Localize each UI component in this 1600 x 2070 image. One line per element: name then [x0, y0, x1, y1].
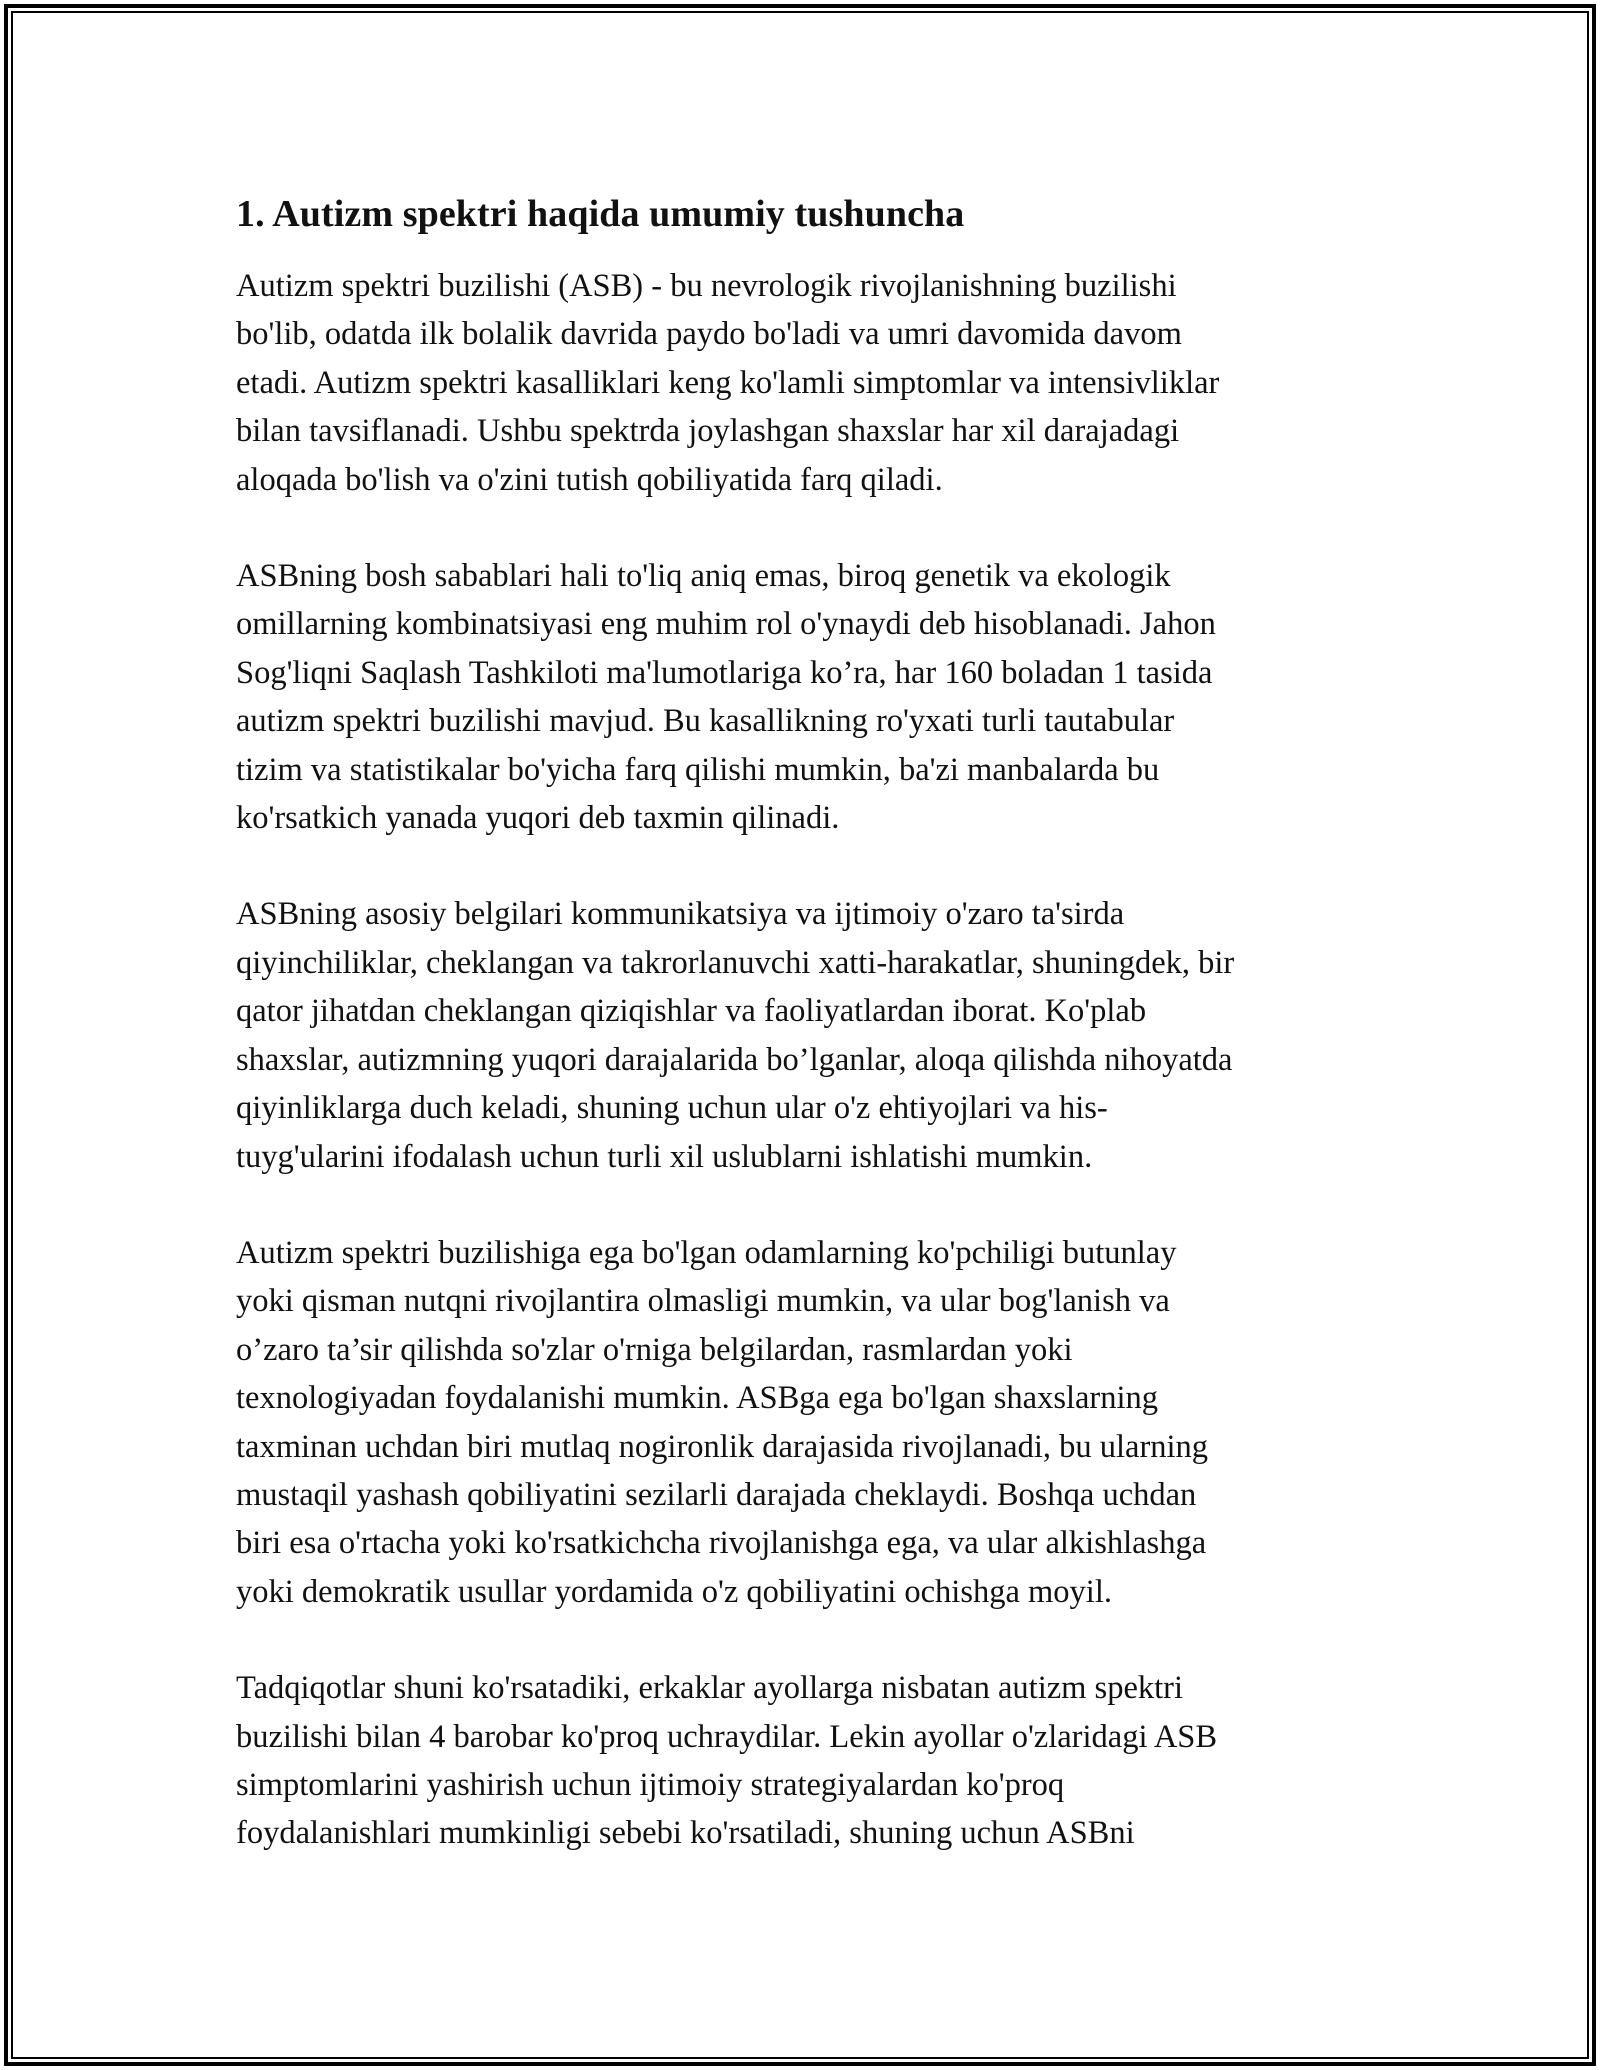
text-line: ASBning asosiy belgilari kommunikatsiya va ijtimoiy o'zaro ta'sirda — [236, 896, 1125, 933]
section-heading: 1. Autizm spektri haqida umumiy tushuncha — [236, 193, 965, 235]
paragraph-2 — [236, 552, 1376, 842]
text-line: mustaqil yashash qobiliyatini sezilarli darajada cheklaydi. Boshqa uchdan — [236, 1476, 1197, 1513]
paragraph-5 — [236, 1664, 1376, 1858]
text-line: o’zaro ta’sir qilishda so'zlar o'rniga belgilardan, rasmlardan yoki — [236, 1331, 1073, 1368]
text-line: autizm spektri buzilishi mavjud. Bu kasallikning ro'yxati turli tautabular — [236, 703, 1175, 740]
paragraph-1 — [236, 262, 1376, 504]
text-line: ko'rsatkich yanada yuqori deb taxmin qilinadi. — [236, 800, 840, 837]
text-line: yoki demokratik usullar yordamida o'z qobiliyatini ochishga moyil. — [236, 1573, 1112, 1610]
text-line: taxminan uchdan biri mutlaq nogironlik darajasida rivojlanadi, bu ularning — [236, 1428, 1209, 1465]
text-line: ASBning bosh sabablari hali to'liq aniq emas, biroq genetik va ekologik — [236, 558, 1171, 595]
text-line: etadi. Autizm spektri kasalliklari keng ko'lamli simptomlar va intensivliklar — [236, 364, 1220, 401]
text-line: Autizm spektri buzilishiga ega bo'lgan odamlarning ko'pchiligi butunlay — [236, 1234, 1177, 1271]
text-line: Sog'liqni Saqlash Tashkiloti ma'lumotlariga ko’ra, har 160 boladan 1 tasida — [236, 654, 1213, 691]
text-line: yoki qisman nutqni rivojlantira olmasligi mumkin, va ular bog'lanish va — [236, 1283, 1170, 1320]
text-line: simptomlarini yashirish uchun ijtimoiy strategiyalardan ko'proq — [236, 1766, 1065, 1803]
text-line: tizim va statistikalar bo'yicha farq qilishi mumkin, ba'zi manbalarda bu — [236, 751, 1160, 788]
text-line: qator jihatdan cheklangan qiziqishlar va faoliyatlardan iborat. Ko'plab — [236, 993, 1147, 1030]
paragraph-3 — [236, 890, 1376, 1180]
text-line: omillarning kombinatsiyasi eng muhim rol o'ynaydi deb hisoblanadi. Jahon — [236, 606, 1216, 643]
text-line: Tadqiqotlar shuni ko'rsatadiki, erkaklar ayollarga nisbatan autizm spektri — [236, 1670, 1184, 1707]
text-line: qiyinchiliklar, cheklangan va takrorlanuvchi xatti-harakatlar, shuningdek, bir — [236, 944, 1235, 981]
text-line: foydalanishlari mumkinligi sebebi ko'rsatiladi, shuning uchun ASBni — [236, 1815, 1135, 1852]
text-line: bilan tavsiflanadi. Ushbu spektrda joylashgan shaxslar har xil darajadagi — [236, 413, 1180, 450]
text-line: tuyg'ularini ifodalash uchun turli xil uslublarni ishlatishi mumkin. — [236, 1138, 1093, 1175]
text-line: Autizm spektri buzilishi (ASB) - bu nevrologik rivojlanishning buzilishi — [236, 268, 1177, 304]
text-line: buzilishi bilan 4 barobar ko'proq uchraydilar. Lekin ayollar o'zlaridagi ASB — [236, 1718, 1218, 1755]
paragraph-4 — [236, 1229, 1376, 1616]
text-line: aloqada bo'lish va o'zini tutish qobiliyatida farq qiladi. — [236, 461, 943, 498]
text-line: biri esa o'rtacha yoki ko'rsatkichcha rivojlanishga ega, va ular alkishlashga — [236, 1525, 1207, 1562]
text-line: qiyinliklarga duch keladi, shuning uchun ular o'z ehtiyojlari va his- — [236, 1090, 1108, 1127]
text-line: texnologiyadan foydalanishi mumkin. ASBga ega bo'lgan shaxslarning — [236, 1380, 1159, 1417]
text-line: shaxslar, autizmning yuqori darajalarida bo’lganlar, aloqa qilishda nihoyatda — [236, 1041, 1233, 1078]
text-line: bo'lib, odatda ilk bolalik davrida paydo bo'ladi va umri davomida davom — [236, 316, 1182, 353]
document-body — [236, 186, 1376, 1858]
